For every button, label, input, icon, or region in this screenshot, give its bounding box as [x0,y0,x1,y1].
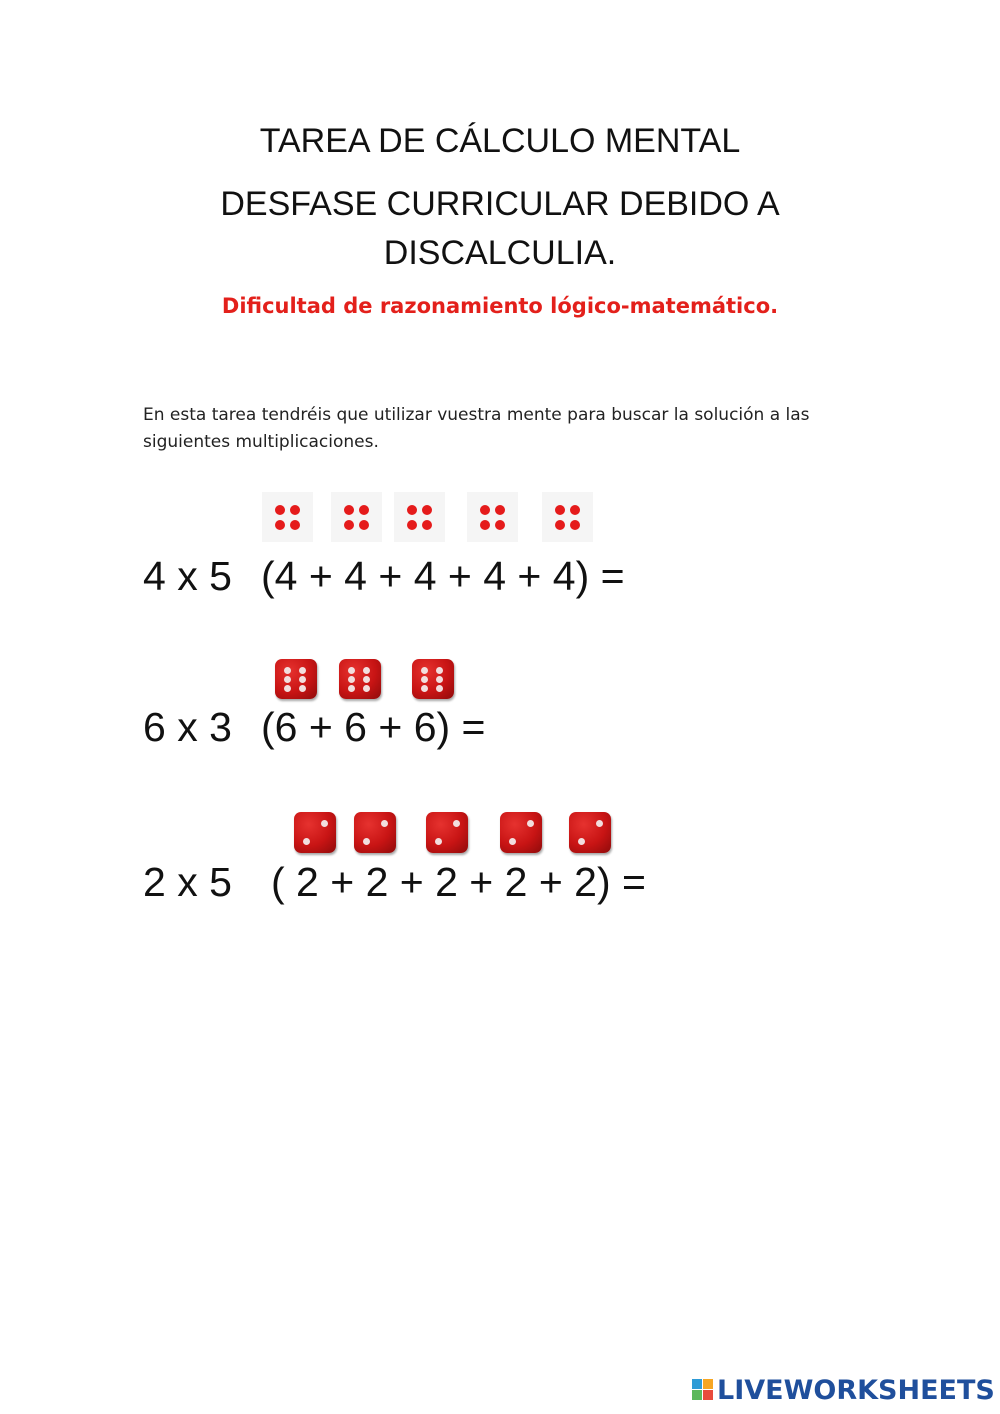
four-dots-icon [331,492,382,542]
repeated-sum: (4 + 4 + 4 + 4 + 4) = [261,553,625,599]
multiplication-label: 6 x 3 [143,704,232,750]
multiplication-label: 4 x 5 [143,553,232,599]
exercise-3 [143,859,646,906]
dice-two-icon [294,812,336,853]
dice-six-icon [275,659,317,699]
exercise-1 [143,553,625,600]
dice-two-icon [354,812,396,853]
title-line-2: DESFASE CURRICULAR DEBIDO A [220,185,780,223]
subtitle: Dificultad de razonamiento lógico-matemático. [221,294,779,318]
multiplication-label: 2 x 5 [143,859,232,905]
title-line-3: DISCALCULIA. [383,234,617,272]
four-dots-icon [262,492,313,542]
four-dots-icon [542,492,593,542]
exercise-2 [143,704,486,751]
liveworksheets-mark-icon [692,1379,714,1401]
liveworksheets-logo[interactable] [692,1375,995,1405]
instructions-text: En esta tarea tendréis que utilizar vuestra mente para buscar la solución a las siguientes multiplicaciones. [143,405,810,452]
dice-two-icon [426,812,468,853]
four-dots-icon [467,492,518,542]
repeated-sum: ( 2 + 2 + 2 + 2 + 2) = [271,859,646,905]
logo-text: LIVEWORKSHEETS [717,1374,995,1406]
dice-six-icon [412,659,454,699]
title-line-1: TAREA DE CÁLCULO MENTAL [259,122,741,160]
dice-six-icon [339,659,381,699]
dice-two-icon [500,812,542,853]
four-dots-icon [394,492,445,542]
dice-two-icon [569,812,611,853]
repeated-sum: (6 + 6 + 6) = [261,704,486,750]
